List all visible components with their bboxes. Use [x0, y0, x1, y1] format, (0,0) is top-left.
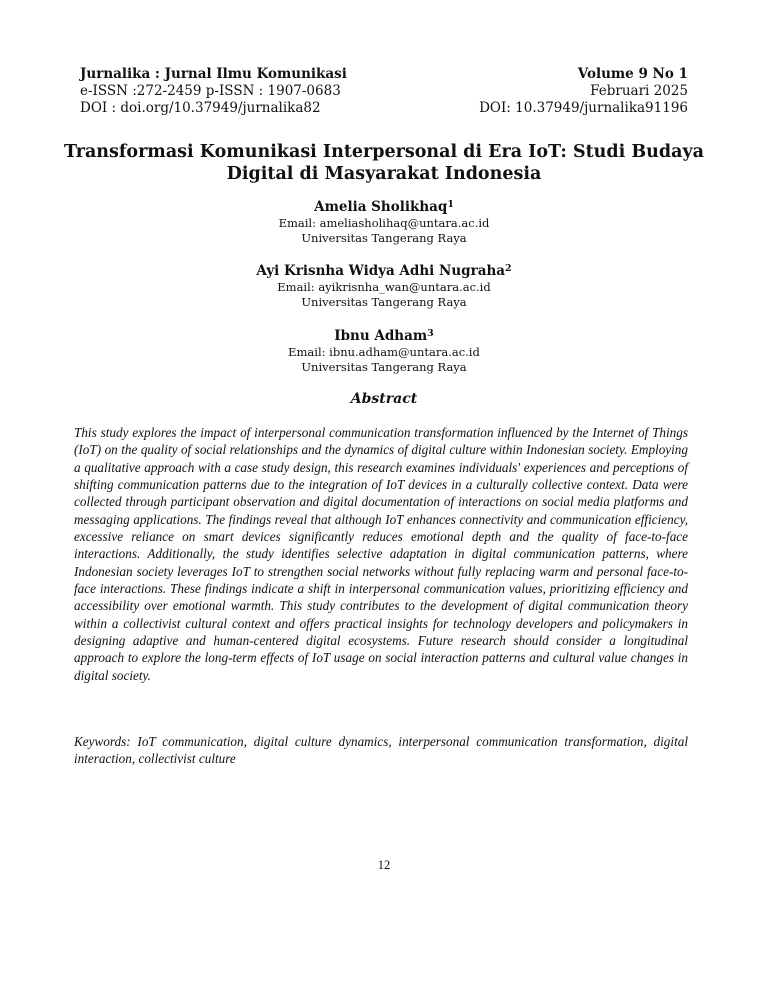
article-doi: DOI: 10.37949/jurnalika91196 — [479, 100, 688, 116]
journal-issn: e-ISSN :272-2459 p-ISSN : 1907-0683 — [80, 83, 341, 99]
journal-date: Februari 2025 — [590, 83, 688, 99]
author-block — [0, 262, 768, 310]
abstract-text: This study explores the impact of interpersonal communication transformation influenced by the Internet of Things (IoT) on the quality of social relationships and the dynamics of digital culture within Indonesian society. Employing a qualitative approach with a case study design, this research examines individuals' experiences and perceptions of shifting communication patterns due to the integration of IoT devices in a culturally collective context. Data were collected through participant observation and digital documentation of interactions on social media platforms and messaging applications. The findings reveal that although IoT enhances connectivity and communication efficiency, excessive reliance on smart devices significantly reduces emotional depth and the quality of face-to-face interactions. Additionally, the study identifies selective adaptation in digital communication patterns, where Indonesian society leverages IoT to strengthen social networks without fully replacing warm and personal face-to-face interactions. These findings indicate a shift in interpersonal communication values, prioritizing efficiency and accessibility over emotional warmth. This study contributes to the development of digital communication theory within a collectivist cultural context and offers practical insights for technology developers and policymakers in designing adaptive and human-centered digital ecosystems. Future research should consider a longitudinal approach to explore the long-term effects of IoT usage on social interaction patterns and cultural value changes in digital society. — [74, 425, 688, 683]
paper-title: Transformasi Komunikasi Interpersonal di Era IoT: Studi Budaya Digital di Masyarakat Indonesia — [64, 142, 704, 184]
page-number: 12 — [377, 858, 391, 872]
author-superscript: 1 — [447, 198, 454, 210]
keywords-text: Keywords: IoT communication, digital culture dynamics, interpersonal communication transformation, digital interaction, collectivist culture — [74, 734, 688, 767]
author-affiliation: Universitas Tangerang Raya — [301, 295, 467, 309]
journal-volume: Volume 9 No 1 — [577, 66, 688, 82]
author-superscript: 3 — [427, 327, 434, 339]
page-header — [80, 66, 688, 117]
author-block — [0, 198, 768, 246]
author-name: Amelia Sholikhaq$^1$ — [314, 198, 454, 215]
journal-name: Jurnalika : Jurnal Ilmu Komunikasi — [80, 66, 347, 82]
author-block — [0, 327, 768, 375]
abstract-heading: Abstract — [350, 391, 418, 407]
author-email: Email: ayikrisnha_wan@untara.ac.id — [277, 280, 491, 294]
author-affiliation: Universitas Tangerang Raya — [301, 231, 467, 245]
author-email: Email: ibnu.adham@untara.ac.id — [288, 345, 480, 359]
author-affiliation: Universitas Tangerang Raya — [301, 360, 467, 374]
journal-doi: DOI : doi.org/10.37949/jurnalika82 — [80, 100, 321, 116]
author-email: Email: ameliasholihaq@untara.ac.id — [278, 216, 490, 230]
author-superscript: 2 — [505, 262, 512, 274]
author-name: Ibnu Adham$^3$ — [334, 327, 434, 344]
author-name: Ayi Krisnha Widya Adhi Nugraha$^2$ — [256, 262, 512, 279]
